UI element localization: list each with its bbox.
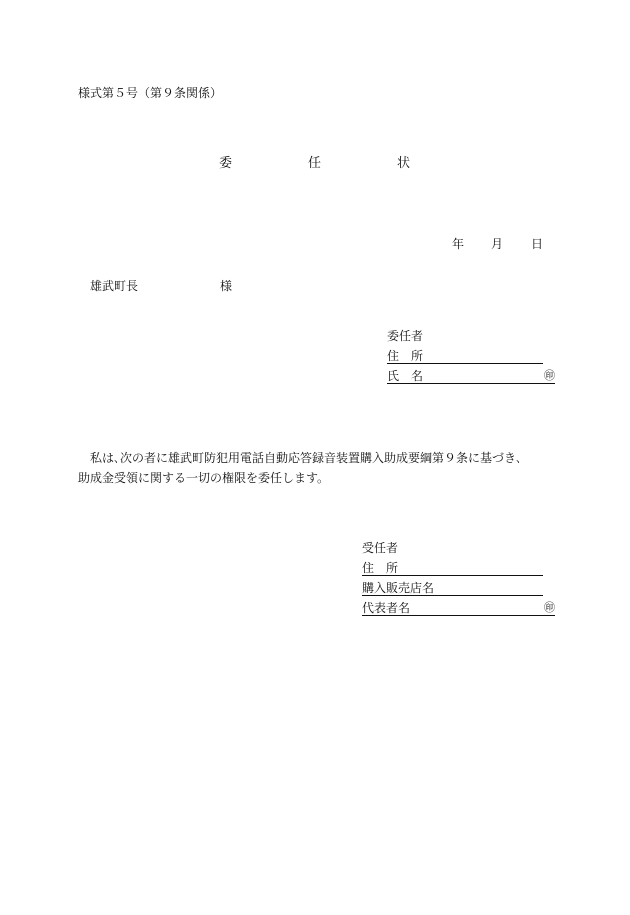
delegator-address-line — [387, 349, 543, 364]
addressee-name: 雄武町長 — [90, 279, 139, 293]
delegate-heading: 受任者 — [362, 541, 399, 555]
delegate-rep-line — [362, 601, 555, 616]
delegate-rep-label: 代表者名 — [362, 601, 411, 615]
delegate-store-line — [362, 581, 543, 596]
delegator-address-label: 住 所 — [387, 349, 424, 363]
delegator-name-label: 氏 名 — [387, 369, 424, 383]
date-month-label: 月 — [491, 237, 504, 251]
delegate-address-line — [362, 561, 543, 576]
title-char-2: 任 — [308, 156, 322, 171]
delegate-address-label: 住 所 — [362, 561, 399, 575]
body-line-2: 助成金受領に関する一切の権限を委任します。 — [78, 471, 330, 485]
addressee-honorific: 様 — [220, 279, 233, 293]
title-char-1: 委 — [219, 156, 233, 171]
body-line-1: 私は､次の者に雄武町防犯用電話自動応答録音装置購入助成要綱第９条に基づき､ — [90, 451, 523, 465]
delegator-name-line — [387, 369, 555, 384]
date-year-label: 年 — [452, 237, 465, 251]
delegator-heading: 委任者 — [387, 329, 424, 343]
form-label: 様式第５号（第９条関係） — [78, 86, 223, 100]
date-day-label: 日 — [531, 237, 544, 251]
delegate-store-label: 購入販売店名 — [362, 581, 435, 595]
seal-icon: ㊞ — [544, 369, 555, 382]
seal-icon: ㊞ — [544, 601, 555, 614]
title-char-3: 状 — [397, 156, 411, 171]
